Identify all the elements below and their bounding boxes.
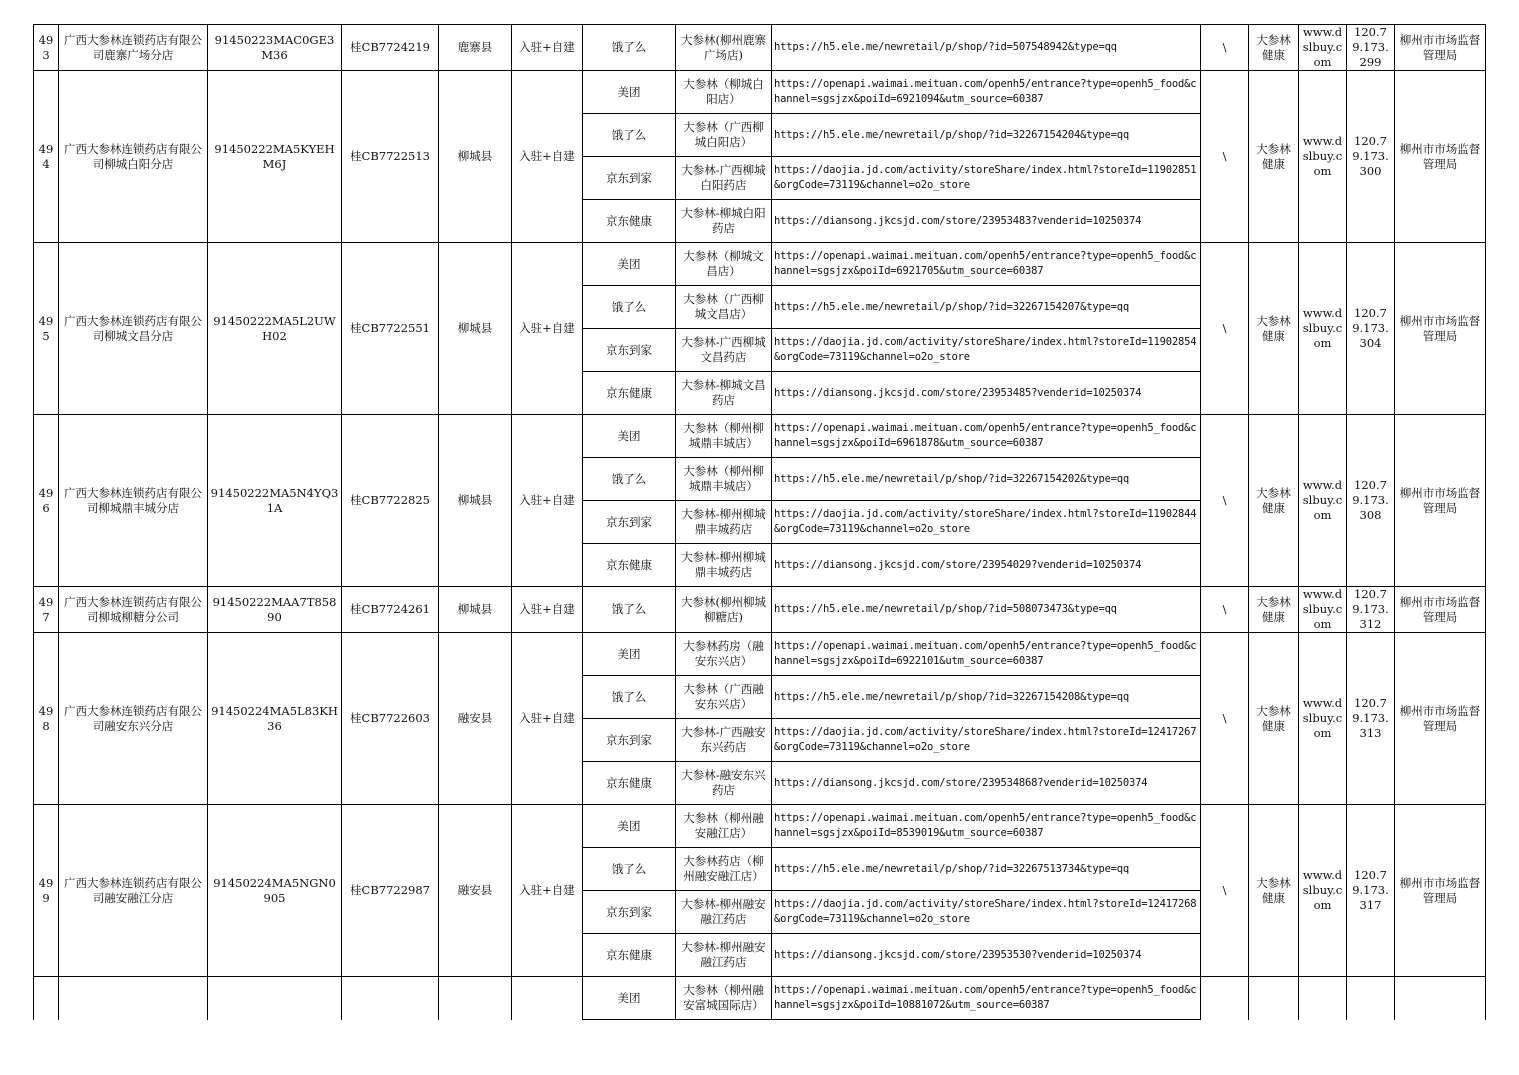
ip-address: 120.79.173.312 [1347, 587, 1395, 633]
credit-code: 91450223MAC0GE3M36 [208, 25, 342, 71]
business-mode: 入驻+自建 [512, 415, 583, 587]
platform-name: 京东健康 [583, 934, 676, 977]
empty-cell [208, 977, 342, 1020]
platform-name: 美团 [583, 805, 676, 848]
platform-name: 饿了么 [583, 848, 676, 891]
county: 柳城县 [439, 587, 512, 633]
store-url: https://openapi.waimai.meituan.com/openh5/entrance?type=openh5_food&channel=sgsjzx&poiId=10881072&utm_source=60387 [772, 977, 1201, 1020]
website: www.dslbuy.com [1299, 805, 1347, 977]
store-name: 大参林-柳州柳城鼎丰城药店 [676, 501, 772, 544]
store-name: 大参林（柳州柳城鼎丰城店） [676, 415, 772, 458]
platform-name: 饿了么 [583, 286, 676, 329]
ip-address: 120.79.173.299 [1347, 25, 1395, 71]
table-row [34, 633, 1486, 676]
brand-name: 大参林健康 [1249, 71, 1299, 243]
county: 融安县 [439, 805, 512, 977]
regulatory-authority: 柳州市市场监督管理局 [1395, 633, 1486, 805]
business-mode: 入驻+自建 [512, 633, 583, 805]
store-name: 大参林-广西融安东兴药店 [676, 719, 772, 762]
table-row-partial [34, 977, 1486, 1020]
row-number: 494 [34, 71, 59, 243]
store-url: https://h5.ele.me/newretail/p/shop/?id=32267154208&type=qq [772, 676, 1201, 719]
table-row [34, 805, 1486, 848]
table-row [34, 415, 1486, 458]
store-name: 大参林（柳州柳城鼎丰城店） [676, 458, 772, 501]
empty-cell [512, 977, 583, 1020]
website: www.dslbuy.com [1299, 415, 1347, 587]
platform-name: 饿了么 [583, 676, 676, 719]
company-name: 广西大参林连锁药店有限公司融安东兴分店 [59, 633, 208, 805]
store-url: https://diansong.jkcsjd.com/store/23953483?venderid=10250374 [772, 200, 1201, 243]
store-name: 大参林（广西柳城文昌店） [676, 286, 772, 329]
table-row [34, 71, 1486, 114]
platform-name: 京东到家 [583, 891, 676, 934]
credit-code: 91450224MA5NGN0905 [208, 805, 342, 977]
platform-name: 饿了么 [583, 458, 676, 501]
empty-cell [1347, 977, 1395, 1020]
store-url: https://openapi.waimai.meituan.com/openh5/entrance?type=openh5_food&channel=sgsjzx&poiId=6961878&utm_source=60387 [772, 415, 1201, 458]
credit-code: 91450222MA5KYEHM6J [208, 71, 342, 243]
platform-name: 美团 [583, 71, 676, 114]
store-name: 大参林-柳州柳城鼎丰城药店 [676, 544, 772, 587]
table-row [34, 587, 1486, 633]
store-name: 大参林药房（融安东兴店） [676, 633, 772, 676]
website: www.dslbuy.com [1299, 25, 1347, 71]
slash-mark: \ [1201, 805, 1249, 977]
store-name: 大参林（柳州融安富城国际店） [676, 977, 772, 1020]
empty-cell [34, 977, 59, 1020]
store-url: https://daojia.jd.com/activity/storeShare/index.html?storeId=11902844&orgCode=73119&channel=o2o_store [772, 501, 1201, 544]
store-name: 大参林（广西柳城白阳店） [676, 114, 772, 157]
store-url: https://h5.ele.me/newretail/p/shop/?id=32267154204&type=qq [772, 114, 1201, 157]
brand-name: 大参林健康 [1249, 25, 1299, 71]
license-number: 桂CB7724219 [342, 25, 439, 71]
regulatory-authority: 柳州市市场监督管理局 [1395, 25, 1486, 71]
business-mode: 入驻+自建 [512, 587, 583, 633]
county: 柳城县 [439, 415, 512, 587]
credit-code: 91450222MAA7T85890 [208, 587, 342, 633]
row-number: 495 [34, 243, 59, 415]
store-url: https://diansong.jkcsjd.com/store/239534868?venderid=10250374 [772, 762, 1201, 805]
table-row [34, 243, 1486, 286]
website: www.dslbuy.com [1299, 243, 1347, 415]
store-url: https://openapi.waimai.meituan.com/openh5/entrance?type=openh5_food&channel=sgsjzx&poiId=6922101&utm_source=60387 [772, 633, 1201, 676]
license-number: 桂CB7724261 [342, 587, 439, 633]
ip-address: 120.79.173.313 [1347, 633, 1395, 805]
slash-mark: \ [1201, 415, 1249, 587]
store-url: https://daojia.jd.com/activity/storeShare/index.html?storeId=11902854&orgCode=73119&channel=o2o_store [772, 329, 1201, 372]
row-number: 493 [34, 25, 59, 71]
company-name: 广西大参林连锁药店有限公司柳城文昌分店 [59, 243, 208, 415]
license-number: 桂CB7722987 [342, 805, 439, 977]
store-url: https://h5.ele.me/newretail/p/shop/?id=32267513734&type=qq [772, 848, 1201, 891]
store-name: 大参林-柳州融安融江药店 [676, 934, 772, 977]
empty-cell [1299, 977, 1347, 1020]
store-name: 大参林药店（柳州融安融江店） [676, 848, 772, 891]
store-name: 大参林-融安东兴药店 [676, 762, 772, 805]
company-name: 广西大参林连锁药店有限公司融安融江分店 [59, 805, 208, 977]
regulatory-authority: 柳州市市场监督管理局 [1395, 71, 1486, 243]
regulatory-authority: 柳州市市场监督管理局 [1395, 415, 1486, 587]
platform-name: 京东到家 [583, 501, 676, 544]
row-number: 499 [34, 805, 59, 977]
row-number: 497 [34, 587, 59, 633]
credit-code: 91450222MA5L2UWH02 [208, 243, 342, 415]
brand-name: 大参林健康 [1249, 415, 1299, 587]
store-url: https://diansong.jkcsjd.com/store/23953530?venderid=10250374 [772, 934, 1201, 977]
business-mode: 入驻+自建 [512, 243, 583, 415]
platform-name: 饿了么 [583, 114, 676, 157]
store-name: 大参林(柳州鹿寨广场店) [676, 25, 772, 71]
platform-name: 京东健康 [583, 544, 676, 587]
county: 柳城县 [439, 71, 512, 243]
empty-cell [1201, 977, 1249, 1020]
store-url: https://daojia.jd.com/activity/storeShare/index.html?storeId=12417268&orgCode=73119&channel=o2o_store [772, 891, 1201, 934]
business-mode: 入驻+自建 [512, 25, 583, 71]
company-name: 广西大参林连锁药店有限公司柳城白阳分店 [59, 71, 208, 243]
empty-cell [342, 977, 439, 1020]
store-url: https://h5.ele.me/newretail/p/shop/?id=32267154202&type=qq [772, 458, 1201, 501]
store-name: 大参林-柳城文昌药店 [676, 372, 772, 415]
platform-name: 美团 [583, 977, 676, 1020]
store-url: https://h5.ele.me/newretail/p/shop/?id=507548942&type=qq [772, 25, 1201, 71]
store-url: https://daojia.jd.com/activity/storeShare/index.html?storeId=12417267&orgCode=73119&channel=o2o_store [772, 719, 1201, 762]
store-name: 大参林-柳州融安融江药店 [676, 891, 772, 934]
slash-mark: \ [1201, 71, 1249, 243]
license-number: 桂CB7722825 [342, 415, 439, 587]
credit-code: 91450222MA5N4YQ31A [208, 415, 342, 587]
brand-name: 大参林健康 [1249, 633, 1299, 805]
ip-address: 120.79.173.300 [1347, 71, 1395, 243]
store-url: https://diansong.jkcsjd.com/store/23953485?venderid=10250374 [772, 372, 1201, 415]
store-url: https://daojia.jd.com/activity/storeShare/index.html?storeId=11902851&orgCode=73119&channel=o2o_store [772, 157, 1201, 200]
store-name: 大参林（柳城文昌店） [676, 243, 772, 286]
platform-name: 饿了么 [583, 25, 676, 71]
store-url: https://h5.ele.me/newretail/p/shop/?id=508073473&type=qq [772, 587, 1201, 633]
empty-cell [1395, 977, 1486, 1020]
platform-name: 京东健康 [583, 762, 676, 805]
brand-name: 大参林健康 [1249, 805, 1299, 977]
platform-name: 京东到家 [583, 719, 676, 762]
row-number: 498 [34, 633, 59, 805]
company-name: 广西大参林连锁药店有限公司柳城鼎丰城分店 [59, 415, 208, 587]
county: 融安县 [439, 633, 512, 805]
platform-name: 京东健康 [583, 200, 676, 243]
credit-code: 91450224MA5L83KH36 [208, 633, 342, 805]
website: www.dslbuy.com [1299, 587, 1347, 633]
business-mode: 入驻+自建 [512, 71, 583, 243]
store-name: 大参林-广西柳城文昌药店 [676, 329, 772, 372]
slash-mark: \ [1201, 25, 1249, 71]
platform-name: 美团 [583, 243, 676, 286]
store-url: https://openapi.waimai.meituan.com/openh5/entrance?type=openh5_food&channel=sgsjzx&poiId=6921705&utm_source=60387 [772, 243, 1201, 286]
empty-cell [59, 977, 208, 1020]
store-registry-table [33, 24, 1486, 1020]
empty-cell [439, 977, 512, 1020]
regulatory-authority: 柳州市市场监督管理局 [1395, 243, 1486, 415]
brand-name: 大参林健康 [1249, 243, 1299, 415]
business-mode: 入驻+自建 [512, 805, 583, 977]
county: 柳城县 [439, 243, 512, 415]
store-name: 大参林(柳州柳城柳糖店) [676, 587, 772, 633]
store-url: https://openapi.waimai.meituan.com/openh5/entrance?type=openh5_food&channel=sgsjzx&poiId=6921094&utm_source=60387 [772, 71, 1201, 114]
website: www.dslbuy.com [1299, 633, 1347, 805]
slash-mark: \ [1201, 243, 1249, 415]
license-number: 桂CB7722603 [342, 633, 439, 805]
platform-name: 饿了么 [583, 587, 676, 633]
table-row [34, 25, 1486, 71]
store-name: 大参林（柳州融安融江店） [676, 805, 772, 848]
brand-name: 大参林健康 [1249, 587, 1299, 633]
store-name: 大参林-柳城白阳药店 [676, 200, 772, 243]
slash-mark: \ [1201, 587, 1249, 633]
ip-address: 120.79.173.317 [1347, 805, 1395, 977]
platform-name: 美团 [583, 415, 676, 458]
company-name: 广西大参林连锁药店有限公司鹿寨广场分店 [59, 25, 208, 71]
platform-name: 京东到家 [583, 157, 676, 200]
slash-mark: \ [1201, 633, 1249, 805]
county: 鹿寨县 [439, 25, 512, 71]
store-name: 大参林（广西融安东兴店） [676, 676, 772, 719]
company-name: 广西大参林连锁药店有限公司柳城柳糖分公司 [59, 587, 208, 633]
store-name: 大参林-广西柳城白阳药店 [676, 157, 772, 200]
regulatory-authority: 柳州市市场监督管理局 [1395, 587, 1486, 633]
platform-name: 京东到家 [583, 329, 676, 372]
store-url: https://diansong.jkcsjd.com/store/23954029?venderid=10250374 [772, 544, 1201, 587]
empty-cell [1249, 977, 1299, 1020]
platform-name: 京东健康 [583, 372, 676, 415]
license-number: 桂CB7722551 [342, 243, 439, 415]
ip-address: 120.79.173.304 [1347, 243, 1395, 415]
license-number: 桂CB7722513 [342, 71, 439, 243]
store-name: 大参林（柳城白阳店） [676, 71, 772, 114]
store-url: https://openapi.waimai.meituan.com/openh5/entrance?type=openh5_food&channel=sgsjzx&poiId=8539019&utm_source=60387 [772, 805, 1201, 848]
website: www.dslbuy.com [1299, 71, 1347, 243]
platform-name: 美团 [583, 633, 676, 676]
store-url: https://h5.ele.me/newretail/p/shop/?id=32267154207&type=qq [772, 286, 1201, 329]
row-number: 496 [34, 415, 59, 587]
ip-address: 120.79.173.308 [1347, 415, 1395, 587]
regulatory-authority: 柳州市市场监督管理局 [1395, 805, 1486, 977]
